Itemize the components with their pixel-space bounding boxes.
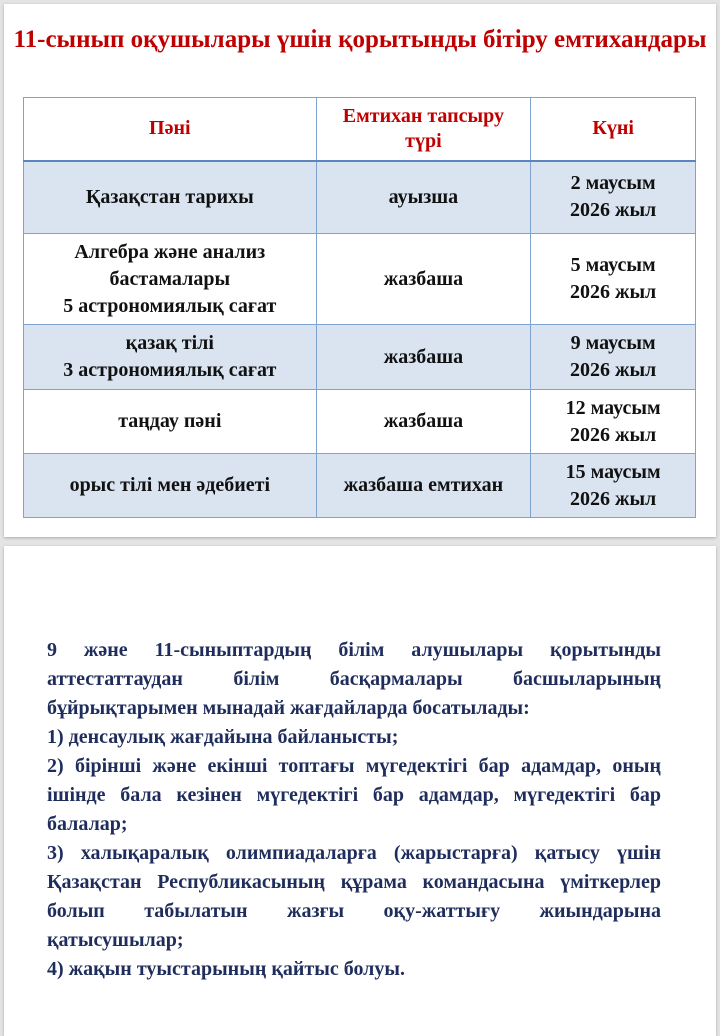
table-row <box>24 390 696 454</box>
cell-subject: Алгебра және анализ бастамалары 5 астрономиялық сағат <box>24 234 317 325</box>
header-date: Күні <box>531 98 696 161</box>
header-subject: Пәні <box>24 98 317 161</box>
exemption-item-3: 3) халықаралық олимпиадаларға (жарыстарға) қатысу үшін Қазақстан Республикасының құрама командасына үміткерлер болып табылатын жазғы оқу-жаттығу жиындарына қатысушылар; <box>47 842 661 951</box>
table-row <box>24 454 696 518</box>
cell-exam-type: жазбаша емтихан <box>316 454 531 518</box>
slide-exam-schedule <box>4 4 716 537</box>
header-exam-type: Емтихан тапсыру түрі <box>316 98 531 161</box>
page-title: 11-сынып оқушылары үшін қорытынды бітіру емтихандары <box>13 26 707 53</box>
exam-schedule-table <box>23 97 696 518</box>
exemption-item-4: 4) жақын туыстарының қайтыс болуы. <box>47 958 406 980</box>
cell-date: 2 маусым 2026 жыл <box>531 161 696 234</box>
cell-exam-type: жазбаша <box>316 390 531 454</box>
cell-date: 9 маусым 2026 жыл <box>531 325 696 390</box>
exemption-text <box>47 636 661 984</box>
cell-subject: қазақ тілі 3 астрономиялық сағат <box>24 325 317 390</box>
cell-subject: орыс тілі мен әдебиеті <box>24 454 317 518</box>
exemption-intro: 9 және 11-сыныптардың білім алушылары қорытынды аттестаттаудан білім басқармалары басшыларының бұйрықтарымен мынадай жағдайларда босатылады: <box>47 639 661 719</box>
exemption-item-2: 2) бірінші және екінші топтағы мүгедектігі бар адамдар, оның ішінде бала кезінен мүгедектігі бар адамдар, мүгедектігі бар балалар; <box>47 755 661 835</box>
cell-date: 12 маусым 2026 жыл <box>531 390 696 454</box>
cell-date: 15 маусым 2026 жыл <box>531 454 696 518</box>
table-row <box>24 161 696 234</box>
cell-subject: Қазақстан тарихы <box>24 161 317 234</box>
table-header-row <box>24 98 696 161</box>
cell-exam-type: жазбаша <box>316 325 531 390</box>
cell-date: 5 маусым 2026 жыл <box>531 234 696 325</box>
cell-exam-type: жазбаша <box>316 234 531 325</box>
table-row <box>24 325 696 390</box>
slide-exemptions <box>4 546 716 1036</box>
cell-exam-type: ауызша <box>316 161 531 234</box>
table-row <box>24 234 696 325</box>
cell-subject: таңдау пәні <box>24 390 317 454</box>
exemption-item-1: 1) денсаулық жағдайына байланысты; <box>47 726 399 748</box>
